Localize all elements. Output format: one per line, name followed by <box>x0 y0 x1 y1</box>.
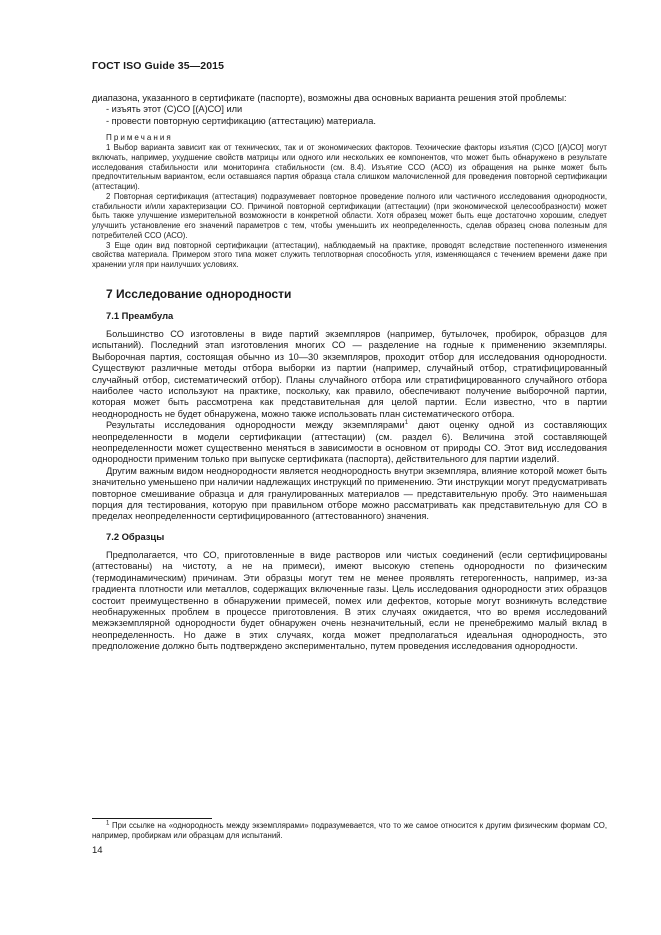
intro-bullet-1: - изъять этот (С)СО [(А)СО] или <box>106 104 243 115</box>
section-7-1-paragraph-1: Большинство СО изготовлены в виде партий экземпляров (например, бутылочек, пробирок, образцов для испытаний). Последний этап изготовления многих СО — разделение на годные к применению экземпляры. Выборочная партия, состоящая обычно из 10—30 экземпляров, проходит отбор для исследования однородности. Существуют различные методы отбора выборки из партии (например, случайный отбор, стратифицированный случайный отбор, систематический отбор). Планы случайного отбора или стратифицированного случайного отбора наиболее часто используют на практике, поскольку, как правило, обеспечивают получение выборочной партии, которая может быть рассмотрена как представительная для целой партии. Если известно, что в партии неоднородность не будет обнаружена, можно также использовать план систематического отбора. <box>92 328 607 419</box>
paragraph-2-start: Результаты исследования однородности между экземплярами <box>106 420 405 431</box>
page-content <box>92 93 607 653</box>
intro-paragraph: диапазона, указанного в сертификате (паспорте), возможны два основных варианта решения этой проблемы: <box>92 93 567 103</box>
document-header: ГОСТ ISO Guide 35—2015 <box>92 60 225 72</box>
section-7-2-paragraph-1: Предполагается, что СО, приготовленные в виде растворов или чистых соединений (если сертифицированы (аттестованы) на чистоту, а не на примеси), имеют высокую степень однородности по физическим (термодинамическим) причинам. Эти образцы могут тем не менее проявлять гетерогенность, например, из-за градиента плотности или металлов, содержащих включенные газы. Цель исследования однородности этих образцов состоит преимущественно в обнаружении примесей, помех или дефектов, которые могут возникнуть вследствие необнаруженных проблем в процессе приготовления. В этих случаях ожидается, что во время исследований межэкземплярной однородности будет обнаружен очень незначительный, если не пренебрежимо малый вклад в неопределенность. Но даже в этих случаях, когда может предполагаться идеальная однородность, это предположение должно быть подтверждено экспериментально, путем проведения исследования однородности. <box>92 549 607 652</box>
section-7-heading: 7 Исследование однородности <box>106 286 292 301</box>
section-7-1-paragraph-3: Другим важным видом неоднородности является неоднородность внутри экземпляра, влияние которой может быть значительно уменьшено при наличии надлежащих инструкций по применению. Эти инструкции могут предусматривать повторное смешивание образца и для гранулированных материалов — представительную пробу. Это наименьшая порция для тестирования, которую при правильном отборе можно рассматривать как представительную для СО в пределах неопределенности сертифицированного (аттестованного) значения. <box>92 465 607 522</box>
footnote <box>92 821 607 841</box>
notes-heading: Примечания <box>106 133 173 143</box>
footnote-mark: 1 <box>106 820 110 827</box>
section-7-2-heading: 7.2 Образцы <box>106 530 165 542</box>
footnote-text: При ссылке на «однородность между экземплярами» подразумевается, что то же самое относится к другим физическим формам СО, например, пробиркам или образцам для испытаний. <box>92 821 607 840</box>
section-7-1-paragraph-2 <box>92 420 607 466</box>
intro-bullet-2: - провести повторную сертификацию (аттестацию) материала. <box>106 115 376 126</box>
footnote-reference: 1 <box>404 420 409 427</box>
page-number: 14 <box>92 845 103 856</box>
note-3: 3 Еще один вид повторной сертификации (аттестации), наблюдаемый на практике, проводят вследствие постепенного изменения свойства материала. Примером этого типа может служить теплотворная способность угля, изменяющаяся с течением времени даже при хранении угля при наилучших условиях. <box>92 240 607 270</box>
paragraph-2-end: дают оценку одной из составляющих неопределенности в модели сертификации (аттестации) (см. раздел 6). Величина этой составляющей неопределенности может существенно меняться в зависимости в основном от природы СО. Этот вид исследования однородности применим только при выпуске сертификата (паспорта), действительного для партии изделий. <box>92 420 607 465</box>
section-7-1-heading: 7.1 Преамбула <box>106 309 174 321</box>
footnote-divider <box>92 818 212 819</box>
note-2: 2 Повторная сертификация (аттестация) подразумевает повторное проведение полного или частичного исследования однородности, стабильности и/или характеризации СО. Причиной повторной сертификации (аттестации) (при экономической целесообразности) может быть также улучшение измерительной возможности в конкретной области. Хотя образец может быть еще достаточно хорошим, следует улучшить установление его значений параметров с тем, чтобы уменьшить их неопределенность, сделав образец снова полезным для потребителей ССО (АСО). <box>92 191 607 240</box>
note-1: 1 Выбор варианта зависит как от технических, так и от экономических факторов. Технические факторы изъятия (С)СО [(А)СО] могут включать, например, ухудшение свойств матрицы или одного или нескольких ее компонентов, что может быть обнаружено в результате исследования стабильности или мониторинга стабильности (см. 8.4). Изъятие ССО (АСО) из обращения на рынке может быть предпочтительным вариантом, если оставшаяся партия образца стала слишком малочисленной для проведения повторной сертификации (аттестации). <box>92 143 607 192</box>
